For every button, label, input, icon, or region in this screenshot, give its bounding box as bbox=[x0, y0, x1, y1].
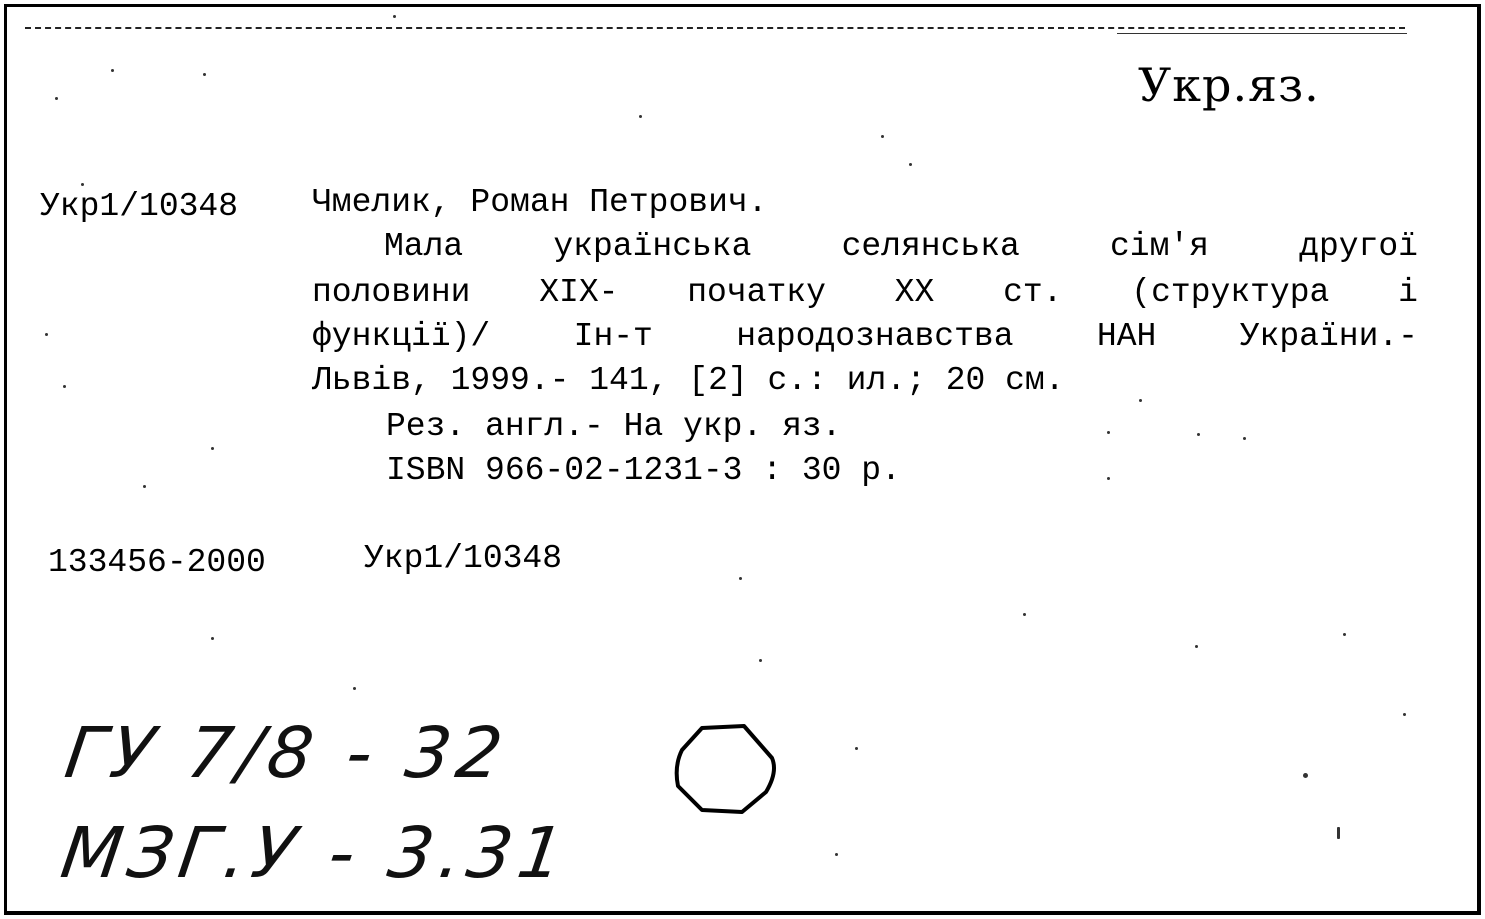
title-word: Мала bbox=[384, 228, 464, 265]
scan-speck bbox=[1403, 713, 1406, 716]
scan-speck bbox=[855, 747, 858, 750]
title-word: XX bbox=[894, 274, 935, 311]
scan-speck bbox=[1197, 433, 1200, 436]
title-word: ст. bbox=[1003, 274, 1063, 311]
scan-speck bbox=[1107, 477, 1110, 480]
title-word: XIX- bbox=[539, 274, 619, 311]
accession-number: 133456-2000 bbox=[48, 544, 266, 581]
title-word: початку bbox=[687, 274, 826, 311]
scan-speck bbox=[881, 135, 884, 138]
title-word: народознавства bbox=[736, 318, 1014, 355]
title-word: і bbox=[1398, 274, 1418, 311]
scan-speck bbox=[55, 97, 58, 100]
handwritten-note-2: МЗГ.У - 3.31 bbox=[56, 812, 575, 894]
scan-speck bbox=[1303, 773, 1308, 778]
scan-speck bbox=[1343, 633, 1346, 636]
title-line-1 bbox=[384, 230, 1418, 263]
section-label: Укр.яз. bbox=[1138, 58, 1320, 112]
title-word: половини bbox=[312, 274, 471, 311]
scan-speck bbox=[211, 447, 214, 450]
title-word: Ін-т bbox=[573, 318, 653, 355]
scan-speck bbox=[393, 15, 396, 18]
title-word: другої bbox=[1299, 228, 1418, 265]
title-word: України.- bbox=[1239, 318, 1418, 355]
accession-call-number: Укр1/10348 bbox=[364, 540, 563, 577]
scan-speck bbox=[81, 183, 84, 186]
scan-speck bbox=[211, 637, 214, 640]
language-note: Рез. англ.- На укр. яз. bbox=[386, 408, 842, 445]
scan-speck bbox=[835, 853, 838, 856]
title-word: українська bbox=[553, 228, 752, 265]
scan-speck bbox=[909, 163, 912, 166]
title-line-2 bbox=[312, 276, 1418, 309]
scan-speck bbox=[63, 385, 66, 388]
scan-speck bbox=[111, 69, 114, 72]
scan-speck bbox=[143, 485, 146, 488]
scan-speck bbox=[1023, 613, 1026, 616]
title-word: НАН bbox=[1096, 318, 1157, 355]
author-heading: Чмелик, Роман Петрович. bbox=[312, 184, 768, 221]
scan-speck bbox=[1243, 437, 1246, 440]
circle-stamp-icon bbox=[672, 720, 782, 820]
title-word: сім'я bbox=[1109, 228, 1209, 265]
handwritten-note-1: ГУ 7/8 - 32 bbox=[60, 712, 514, 794]
scan-speck bbox=[1107, 431, 1110, 434]
scan-speck bbox=[1139, 399, 1142, 402]
scan-speck bbox=[639, 115, 642, 118]
call-number: Укр1/10348 bbox=[40, 188, 239, 225]
card-top-rule-short bbox=[1117, 33, 1407, 34]
scan-speck bbox=[739, 577, 742, 580]
title-word: селянська bbox=[841, 228, 1020, 265]
scan-speck bbox=[353, 687, 356, 690]
title-line-3 bbox=[312, 320, 1418, 353]
scan-speck bbox=[759, 659, 762, 662]
card-top-rule bbox=[25, 27, 1405, 29]
scan-speck bbox=[1195, 645, 1198, 648]
scan-speck bbox=[203, 73, 206, 76]
scan-speck bbox=[45, 333, 48, 336]
title-word: (структура bbox=[1131, 274, 1330, 311]
imprint-line: Львів, 1999.- 141, [2] с.: ил.; 20 см. bbox=[312, 362, 1065, 399]
title-word: функції)/ bbox=[312, 318, 491, 355]
isbn-line: ISBN 966-02-1231-3 : 30 р. bbox=[386, 452, 901, 489]
scan-speck bbox=[1337, 827, 1340, 839]
